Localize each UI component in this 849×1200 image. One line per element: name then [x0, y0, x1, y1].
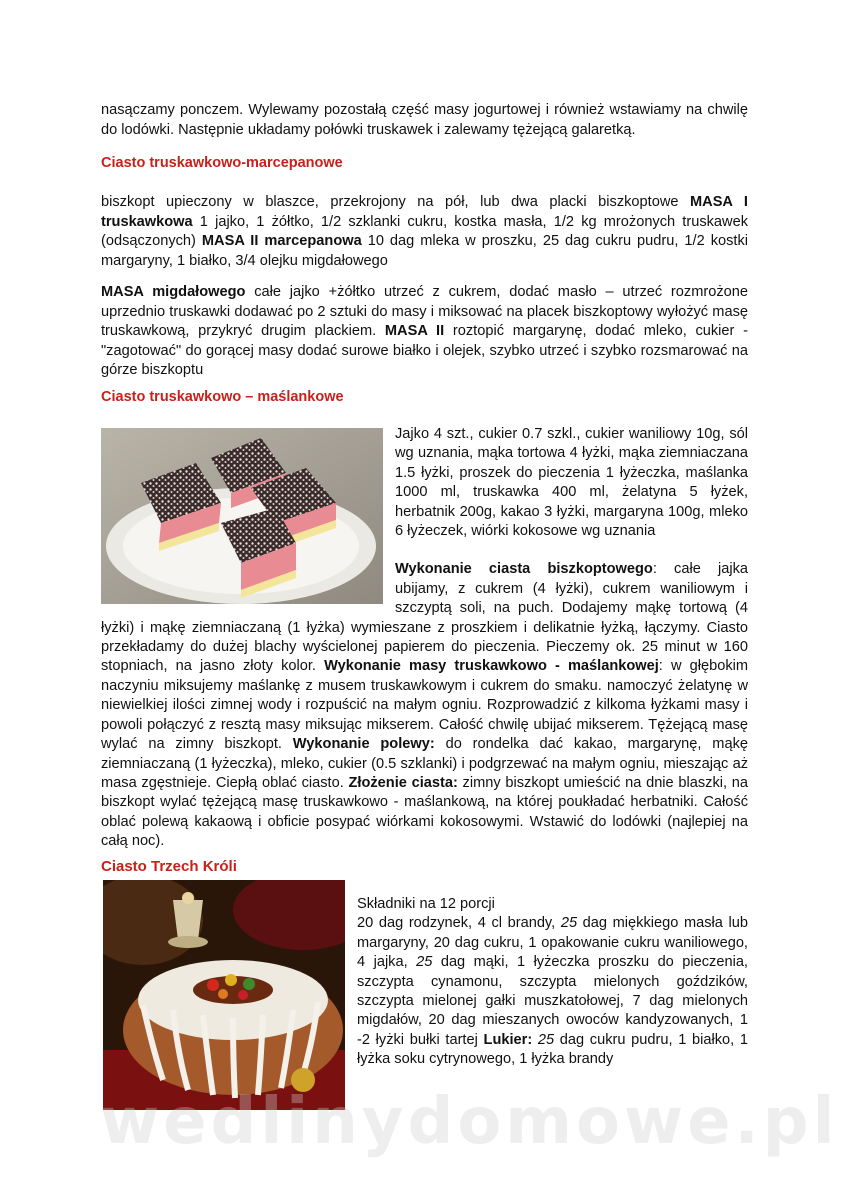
text-run: 10 dag mleka w proszku, 25 dag cukru pudru, 1/2 kostki margaryny, 1 białko, 3/4 olejku migdałowego: [101, 233, 748, 269]
marcepan-method: [101, 283, 748, 381]
bold-label: Złożenie ciasta:: [348, 774, 458, 791]
italic-number: 25: [537, 1031, 555, 1048]
marcepan-ingredients: [101, 193, 748, 271]
text-run: : w głębokim naczyniu miksujemy maślankę z musem truskawkowym i cukrem do smaku. namoczyć żelatynę w niewielkiej ilości zimnej wody i rozpuścić na małym ogniu. Rozprowadzić z kilkoma łyżkami masy i powoli połączyć z resztą masy miksując mikserem. Całość chwilę ubijać mikserem. Tężejącą masę wylać na zimny biszkopt.: [101, 658, 749, 753]
text-run: biszkopt upieczony w blaszce, przekrojony na pół, lub dwa placki biszkoptowe: [101, 194, 690, 210]
text-run: 1 jajko, 1 żółtko, 1/2 szklanki cukru, kostka masła, 1/2 kg mrożonych truskawek (odsączonych): [101, 213, 748, 249]
text-run: : całe jajka ubijamy, z cukrem (4 łyżki), cukrem waniliowym i szczyptą soli, na puch. Dodajemy mąkę tortową (4 łyżki) i mąkę ziemniaczaną (1 łyżka) wymieszane z proszkiem i delikatnie łyżką, łączymy. Ciasto przekładamy do dużej blachy wyścielonej papierem do pieczenia. Pieczemy ok. 25 minut w 160 stopniach, na jasno złoty kolor.: [101, 561, 748, 675]
text-run: dag miękkiego masła lub margaryny, 20 dag cukru, 1 opakowanie cukru waniliowego, 4 jajka,: [357, 915, 748, 971]
cake-photo-illustration: [101, 428, 383, 604]
text-run: całe jajko +żółtko utrzeć z cukrem, dodać masło – utrzeć rozmrożone uprzednio truskawki dodawać po 2 sztuki do masy i miksować na placek biszkoptowy wyłożyć masę truskawkową, przykryć drugim plackiem.: [101, 284, 748, 339]
section-title-trzech-kroli: Ciasto Trzech Króli: [101, 858, 237, 875]
maslankowe-method: [101, 560, 748, 851]
bold-label: Lukier:: [483, 1031, 533, 1048]
bold-label: Wykonanie ciasta biszkoptowego: [395, 561, 653, 578]
cake-photo-kings: [103, 880, 345, 1110]
section-title-maslankowe: Ciasto truskawkowo – maślankowe: [101, 389, 344, 405]
text-run: dag mąki, 1 łyżeczka proszku do pieczenia, szczypta cynamonu, szczypta mielonych goździków, szczypta mielonej gałki muszkatołowej, 7 dag mielonych migdałów, 20 dag mieszanych owoców kandyzowanych, 1 -2 łyżki bułki tartej: [357, 954, 748, 1048]
bold-label: MASA migdałowego: [101, 284, 246, 300]
text-run: 20 dag rodzynek, 4 cl brandy,: [357, 915, 561, 932]
bold-label: MASA II marcepanowa: [201, 233, 362, 249]
intro-paragraph: nasączamy ponczem. Wylewamy pozostałą część masy jogurtowej i również wstawiamy na chwilę do lodówki. Następnie układamy połówki truskawek i zalewamy tężejącą galaretką.: [101, 102, 748, 138]
bold-label: Wykonanie masy truskawkowo - maślankowej: [324, 658, 659, 675]
text-run: dag cukru pudru, 1 białko, 1 łyżka soku cytrynowego, 1 łyżka brandy: [357, 1031, 749, 1068]
kings-cake-illustration: [103, 880, 345, 1110]
text-run: roztopić margarynę, dodać mleko, cukier - "zagotować" do gorącej masy dodać surowe białko i olejek, szybko utrzeć i szybko rozsmarować na górze biszkoptu: [101, 323, 748, 378]
kings-cake-ingredients: [357, 914, 748, 1069]
text-run: do rondelka dać kakao, margarynę, mąkę ziemniaczaną (1 łyżeczka), mleko, cukier (0.5 szklanki) i podgrzewać na małym ogniu, mieszając aż masa zgęstnieje. Ciepłą oblać ciasto.: [101, 736, 748, 791]
kings-cake-text: [357, 895, 748, 1070]
text-run: zimny biszkopt umieścić na dnie blaszki, na biszkopt wylać tężejącą masę truskawkowo - maślankową, na której poukładać herbatniki. Całość oblać polewą kakaową i obficie posypać wiórkami kokosowymi. Wstawić do lodówki (najlepiej na całą noc).: [101, 774, 748, 850]
cake-photo-strawberry: [101, 428, 383, 604]
bold-label: MASA II: [384, 323, 445, 339]
maslankowe-body: [101, 425, 748, 852]
italic-number: 25: [560, 915, 578, 932]
bold-label: Wykonanie polewy:: [292, 736, 435, 753]
maslankowe-ingredients: Jajko 4 szt., cukier 0.7 szkl., cukier waniliowy 10g, sól wg uznania, mąka tortowa 4 łyżki, mąka ziemniaczana 1.5 łyżki, proszek do pieczenia 1 łyżeczka, maślanka 1000 ml, truskawka 400 ml, żelatyna 5 łyżek, herbatnik 200g, kakao 3 łyżki, margaryna 100g, mleko 6 łyżeczek, wiórki kokosowe wg uznania: [395, 426, 748, 540]
servings-line: Składniki na 12 porcji: [357, 896, 495, 912]
section-title-marcepan: Ciasto truskawkowo-marcepanowe: [101, 155, 343, 171]
watermark-text: wedlinydomowe.pl: [100, 1085, 839, 1159]
italic-number: 25: [416, 954, 433, 971]
bold-label: MASA I truskawkowa: [101, 194, 748, 230]
